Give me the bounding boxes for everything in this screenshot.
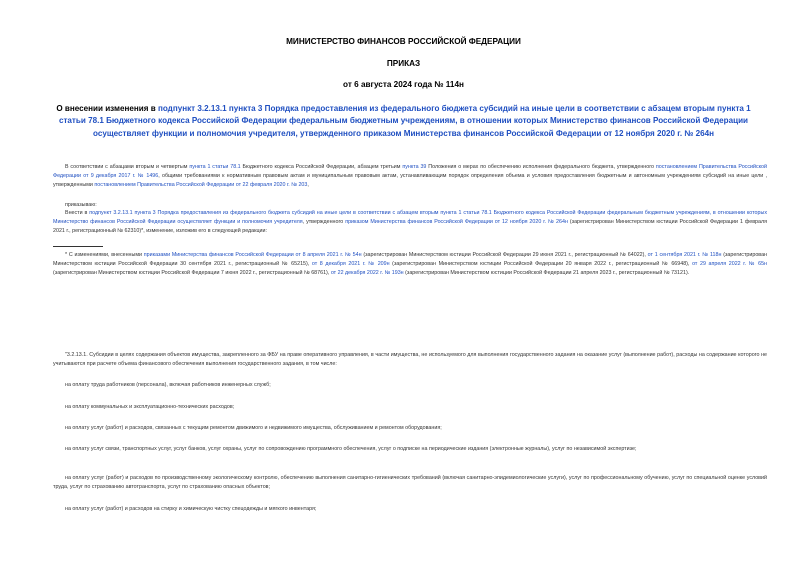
- preamble-text-1: В соответствии с абзацами вторым и четвертым: [65, 164, 190, 170]
- link-article-78-1[interactable]: пункта 1 статьи 78.1: [189, 164, 241, 170]
- document-type: ПРИКАЗ: [386, 59, 421, 68]
- link-subpoint-3-2-13-1[interactable]: подпункт 3.2.13.1 пункта 3 Порядка предоставления из федерального бюджета субсидий на иные цели в соответствии с абзацем вторым пункта 1 статьи 78.1 Бюджетного кодекса Российской Федерации федеральным бюджетным учреждениям, в отношении которых Министерство финансов Российской Федерации осуществляет функции и полномочия учредителя: [53, 210, 767, 225]
- title-link-order[interactable]: приказом Министерства финансов Российской Федерации от 12 ноября 2020 г. № 264н: [363, 128, 715, 138]
- link-resolution-203[interactable]: постановлением Правительства Российской Федерации от 22 февраля 2020 г. № 203: [94, 181, 308, 188]
- footnote-text-5: (зарегистрирован Министерством юстиции Российской Федерации 7 июня 2022 г., регистрационный № 68761),: [53, 269, 331, 276]
- link-order-264n[interactable]: приказом Министерства финансов Российской Федерации от 12 ноября 2020 г. № 264н: [345, 218, 568, 225]
- footnote-text-2: (зарегистрирован Министерством юстиции Российской Федерации 29 июня 2021 г., регистрационный № 64022),: [361, 252, 648, 258]
- amendment-text-1: Внести в: [65, 210, 90, 216]
- title-link-subpoint[interactable]: подпункт 3.2.13.1 пункта 3 Порядка предоставления из федерального бюджета субсидий на иные цели в соответствии с абзацем вторым пункта 1 статьи 78.1 Бюджетного кодекса Российской Федерации федеральным бюджетным учреждениям, в отношении которых Министерство финансов Российской Федерации осуществляет функции и полномочия учредителя, утвержденного: [58, 104, 751, 138]
- quote-list-item: на оплату услуг (работ) и расходов на стирку и химическую чистку спецодежды и мягкого инвентаря;: [65, 506, 317, 512]
- link-order-209n[interactable]: от 8 декабря 2021 г. № 209н: [311, 260, 390, 267]
- link-order-54n[interactable]: приказами Министерства финансов Российской Федерации от 8 апреля 2021 г. № 54н: [143, 252, 362, 258]
- preamble-text-3: Положения о мерах по обеспечению исполнения федерального бюджета, утвержденного: [426, 164, 656, 170]
- amendment-text-2: , утвержденного: [302, 218, 346, 225]
- link-order-65n[interactable]: от 29 апреля 2022 г. № 65н: [692, 260, 767, 267]
- order-word: приказываю:: [65, 202, 97, 208]
- footnote-text-3: (зарегистрирован Министерством юстиции Российской Федерации 30 сентября 2021 г., регистрационный № 65215),: [53, 252, 767, 267]
- document-date-number: от 6 августа 2024 года № 114н: [343, 80, 464, 89]
- ministry-heading: МИНИСТЕРСТВО ФИНАНСОВ РОССИЙСКОЙ ФЕДЕРАЦИИ: [286, 37, 521, 46]
- quote-intro: "3.2.13.1. Субсидии в целях содержания объектов имущества, закрепленного за ФБУ на праве оперативного управления, в части имущества, не используемого для выполнения государственного задания на оказание услуг (выполнение работ), расходы на содержание которого не учитываются при расчете объема финансового обеспечения выполнения государственного задания, в том числе:: [53, 352, 767, 367]
- amendment-text-3: (зарегистрирован Министерством юстиции Российской Федерации 1 февраля 2021 г., регистрационный № 62310)*, изменение, изложив его в следующей редакции:: [53, 218, 768, 234]
- quote-list-item: на оплату услуг (работ) и расходов по производственному экологическому контролю, обеспечению выполнения санитарно-гигиенических требований (включая санитарно-эпидемиологические услуги), услуг по профессиональному обучению, услуг по специальной оценке условий труда, услуг по страхованию автотранспорта, услуг по страхованию опасных объектов;: [53, 475, 767, 490]
- quote-list-item: на оплату коммунальных и эксплуатационно-технических расходов;: [65, 404, 235, 410]
- footnote: [53, 251, 767, 277]
- document-title: [48, 103, 759, 140]
- preamble-text-4: , общими требованиями к нормативным правовым актам и муниципальным правовым актам, устанавливающим порядок определения объема и условия предоставления бюджетным и автономным учреждениям субсидий на иные цели , утвержденными: [53, 172, 768, 188]
- footnote-divider: [53, 246, 103, 247]
- footnote-text-1: * С изменениями, внесенными: [65, 252, 144, 258]
- footnote-text-6: (зарегистрирован Министерством юстиции Российской Федерации 21 апреля 2023 г., регистрационный № 73121).: [403, 269, 690, 276]
- link-resolution-1496[interactable]: постановлением Правительства Российской Федерации от 9 декабря 2017 г. № 1496: [53, 164, 768, 179]
- link-order-193n[interactable]: от 22 декабря 2022 г. № 193н: [330, 269, 404, 276]
- quote-list-item: на оплату услуг связи, транспортных услуг, услуг банков, услуг охраны, услуг по сопровождению программного обеспечения, услуг о подписке на периодические издания (электронные журналы), услуг по независимой экспертизе;: [65, 446, 637, 452]
- quote-list-item: на оплату услуг (работ) и расходов, связанных с текущим ремонтом движимого и недвижимого имущества, обслуживанием и ремонтом оборудования;: [65, 425, 442, 431]
- footnote-text-4: (зарегистрирован Министерством юстиции Российской Федерации 20 января 2022 г., регистрационный № 66948),: [389, 260, 693, 267]
- link-point-39[interactable]: пункта 39: [402, 164, 427, 170]
- title-text: О внесении изменения в: [56, 104, 158, 113]
- preamble-paragraph: [53, 163, 767, 189]
- preamble-text-5: ,: [307, 181, 309, 188]
- link-order-118n[interactable]: от 1 сентября 2021 г. № 118н: [647, 252, 722, 258]
- preamble-text-2: Бюджетного кодекса Российской Федерации, абзацем третьим: [240, 164, 403, 170]
- amendment-paragraph: [53, 209, 767, 235]
- quote-list-item: на оплату труда работников (персонала), включая работников инженерных служб;: [65, 382, 271, 388]
